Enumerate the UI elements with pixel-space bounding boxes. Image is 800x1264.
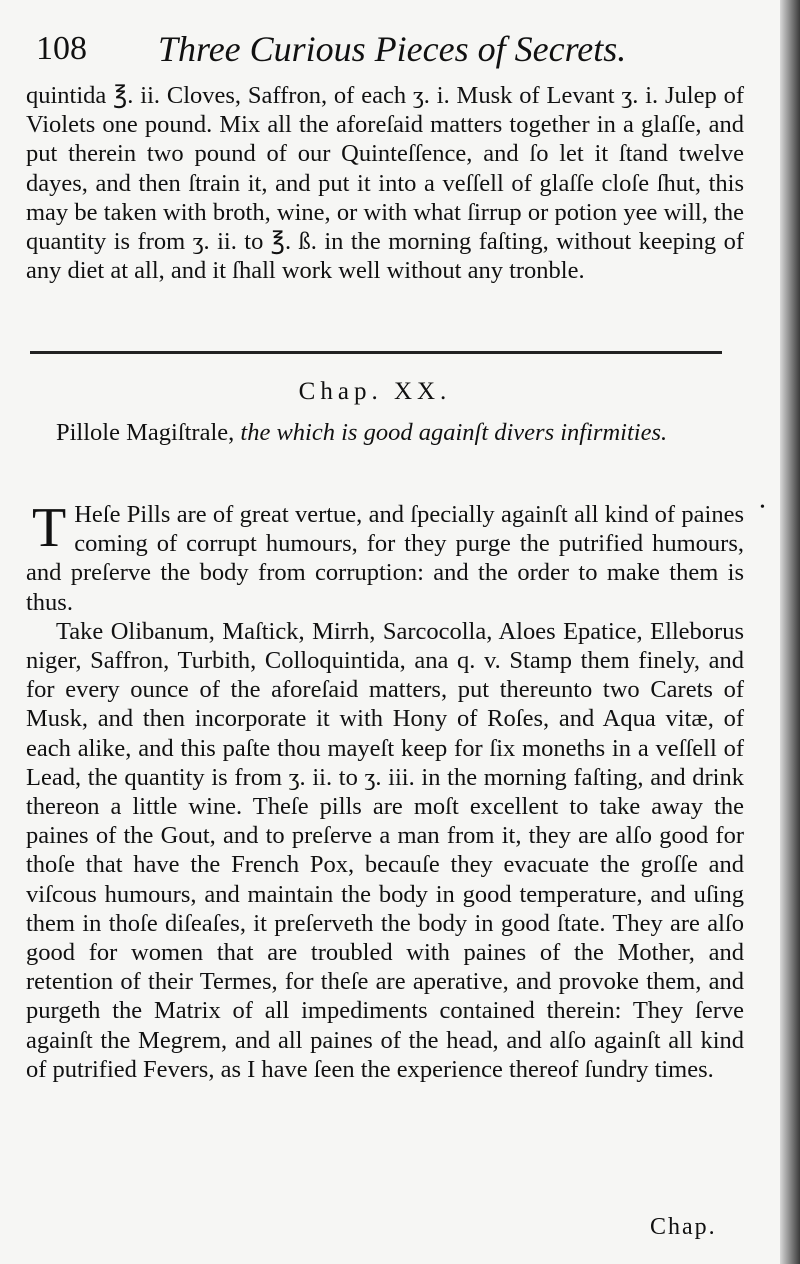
running-head	[30, 22, 770, 82]
page-number: 108	[36, 30, 87, 67]
margin-mark: •	[760, 500, 765, 515]
subtitle-lead: Pillole Magiſtrale,	[56, 419, 235, 446]
catchword: Chap.	[650, 1214, 717, 1240]
drop-cap: T	[32, 497, 67, 559]
paragraph-1	[26, 497, 744, 617]
continuation-paragraph	[26, 81, 744, 285]
subtitle-tail: the which is good againſt divers infirmities.	[240, 419, 668, 446]
section-rule	[30, 351, 722, 354]
page-edge-shadow	[780, 0, 800, 1264]
chapter-body	[26, 497, 744, 1084]
paragraph-2: Take Olibanum, Maſtick, Mirrh, Sarcocolla, Aloes Epatice, Elleborus niger, Saffron, Turbith, Colloquintida, ana q. v. Stamp them finely, and for every ounce of the aforeſaid matters, put thereunto two Carets of Musk, and then incorporate it with Hony of Roſes, and Aqua vitæ, of each alike, and this paſte thou mayeſt keep for ſix moneths in a veſſell of Lead, the quantity is from ʒ. ii. to ʒ. iii. in the morning faſting, and drink thereon a little wine. Theſe pills are moſt excellent to take away the paines of the Gout, and to preſerve a man from it, they are alſo good for thoſe that have the French Pox, becauſe they evacuate the groſſe and viſcous humours, and maintain the body in good temperature, and uſing them in thoſe diſeaſes, it preſerveth the body in good ſtate. They are alſo good for women that are troubled with paines of the Mother, and retention of their Termes, for theſe are aperative, and provoke them, and purgeth the Matrix of all impediments contained therein: They ſerve againſt the Megrem, and all paines of the head, and alſo againſt all kind of putrified Fevers, as I have ſeen the experience thereof ſundry times.	[26, 617, 744, 1083]
chapter-heading: Chap. XX.	[298, 378, 452, 405]
continuation-text: quintida ℥. ii. Cloves, Saffron, of each ʒ. i. Musk of Levant ʒ. i. Julep of Violets one pound. Mix all the aforeſaid matters together in a glaſſe, and put therein two pound of our Quinteſſence, and ſo let it ſtand twelve dayes, and then ſtrain it, and put it into a veſſell of glaſſe cloſe ſhut, this may be taken with broth, wine, or with what ſirrup or potion yee will, the quantity is from ʒ. ii. to ℥. ß. in the morning faſting, without keeping of any diet at all, and it ſhall work well without any tronble.	[26, 82, 744, 285]
chapter-subtitle	[56, 418, 736, 447]
running-title: Three Curious Pieces of Secrets.	[158, 29, 627, 69]
paragraph-1-text: Heſe Pills are of great vertue, and ſpecially againſt all kind of paines coming of corrupt humours, for they purge the putrified humours, and preſerve the body from corruption: and the order to make them is thus.	[26, 501, 744, 616]
